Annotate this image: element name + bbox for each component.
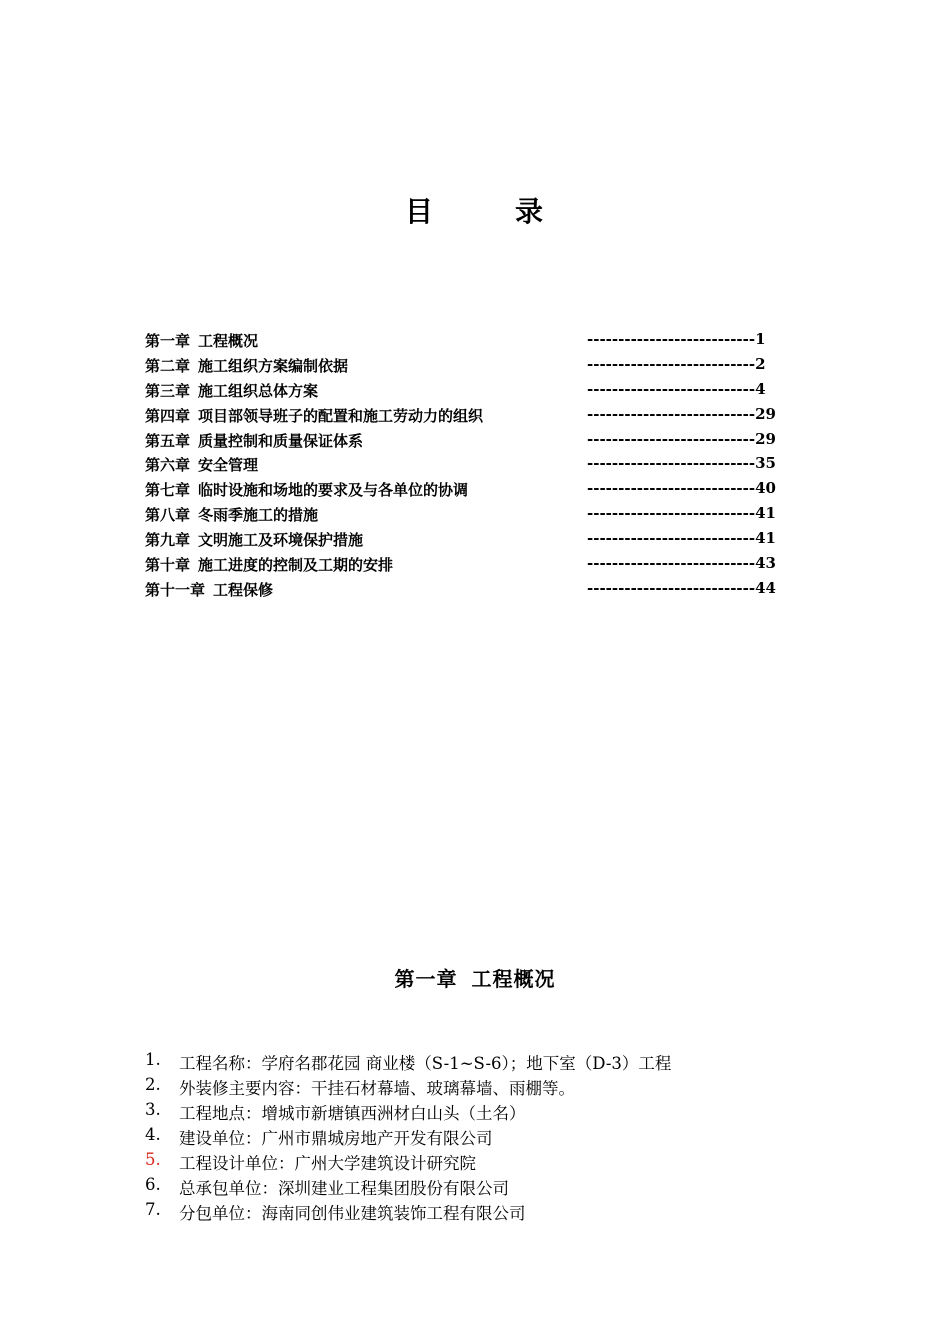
toc-chapter: 第八章 <box>145 506 191 525</box>
toc-title-right: 录 <box>515 195 546 228</box>
list-item-text: 工程设计单位：广州大学建筑设计研究院 <box>179 1154 476 1173</box>
toc-entry[interactable] <box>145 454 776 479</box>
toc-chapter: 第十一章 <box>145 580 206 599</box>
toc-chapter: 第十章 <box>145 556 191 575</box>
toc-title <box>0 190 950 230</box>
toc-page-leader: ---------------------------40 <box>587 479 776 498</box>
toc-entry-title: 安全管理 <box>198 456 259 475</box>
toc-chapter: 第九章 <box>145 531 191 550</box>
toc-page-leader: ---------------------------43 <box>587 554 776 573</box>
toc-chapter: 第二章 <box>145 356 191 375</box>
list-item-number: 4. <box>145 1125 161 1144</box>
list-item-text: 建设单位：广州市鼎城房地产开发有限公司 <box>179 1129 493 1148</box>
toc-chapter: 第一章 <box>145 332 191 350</box>
toc-entry-title: 施工进度的控制及工期的安排 <box>198 556 394 575</box>
toc-entry[interactable] <box>145 529 776 554</box>
toc-page-leader: ---------------------------44 <box>587 578 776 597</box>
toc-entry-title: 冬雨季施工的措施 <box>198 506 319 525</box>
toc-entry-title: 文明施工及环境保护措施 <box>198 531 364 550</box>
toc-page-leader: ---------------------------2 <box>587 354 766 373</box>
list-item-text: 工程名称：学府名郡花园 商业楼（S-1~S-6）；地下室（D-3）工程 <box>179 1054 672 1073</box>
toc-entry[interactable] <box>145 380 765 405</box>
toc-entry-title: 项目部领导班子的配置和施工劳动力的组织 <box>198 406 484 425</box>
toc-chapter: 第五章 <box>145 431 191 450</box>
list-item-number: 1. <box>145 1050 161 1069</box>
toc-page-leader: ---------------------------4 <box>587 379 766 398</box>
toc-entry-title: 质量控制和质量保证体系 <box>198 431 364 450</box>
toc-entry-title: 临时设施和场地的要求及与各单位的协调 <box>198 481 469 500</box>
toc-list <box>145 330 776 604</box>
toc-page-leader: ---------------------------1 <box>587 330 766 348</box>
chapter-heading <box>0 963 950 992</box>
toc-chapter: 第四章 <box>145 406 191 425</box>
toc-page-leader: ---------------------------41 <box>587 504 776 523</box>
list-item-number: 2. <box>145 1075 161 1094</box>
list-item-text: 分包单位：海南同创伟业建筑装饰工程有限公司 <box>179 1204 526 1223</box>
list-item-number: 6. <box>145 1175 161 1194</box>
toc-chapter: 第七章 <box>145 481 191 500</box>
toc-entry[interactable] <box>145 504 776 529</box>
toc-entry[interactable] <box>145 404 776 430</box>
list-item-number: 3. <box>145 1100 161 1119</box>
toc-title-left: 目 <box>404 195 435 228</box>
toc-entry-title: 工程概况 <box>198 332 259 350</box>
chapter-heading-title: 工程概况 <box>471 967 556 991</box>
chapter-heading-number: 第一章 <box>394 967 458 991</box>
list-item-number: 5. <box>145 1150 161 1169</box>
toc-entry[interactable] <box>145 479 776 504</box>
toc-entry[interactable] <box>145 554 776 579</box>
list-item-text: 总承包单位：深圳建业工程集团股份有限公司 <box>179 1179 509 1198</box>
toc-entry-title: 工程保修 <box>213 580 274 599</box>
toc-entry-title: 施工组织总体方案 <box>198 381 319 400</box>
toc-page-leader: ---------------------------29 <box>587 429 776 448</box>
toc-page-leader: ---------------------------29 <box>587 404 776 423</box>
toc-entry[interactable] <box>145 578 776 604</box>
list-item-number: 7. <box>145 1200 161 1219</box>
list-item-text: 外装修主要内容：干挂石材幕墙、玻璃幕墙、雨棚等。 <box>179 1079 575 1098</box>
toc-entry[interactable] <box>145 330 765 355</box>
toc-page-leader: ---------------------------41 <box>587 529 776 548</box>
toc-entry-title: 施工组织方案编制依据 <box>198 356 349 375</box>
toc-chapter: 第六章 <box>145 456 191 475</box>
toc-page-leader: ---------------------------35 <box>587 454 776 473</box>
toc-entry[interactable] <box>145 429 776 455</box>
toc-chapter: 第三章 <box>145 381 191 400</box>
list-item-text: 工程地点：增城市新塘镇西洲材白山头（土名） <box>179 1104 526 1123</box>
toc-entry[interactable] <box>145 355 765 380</box>
